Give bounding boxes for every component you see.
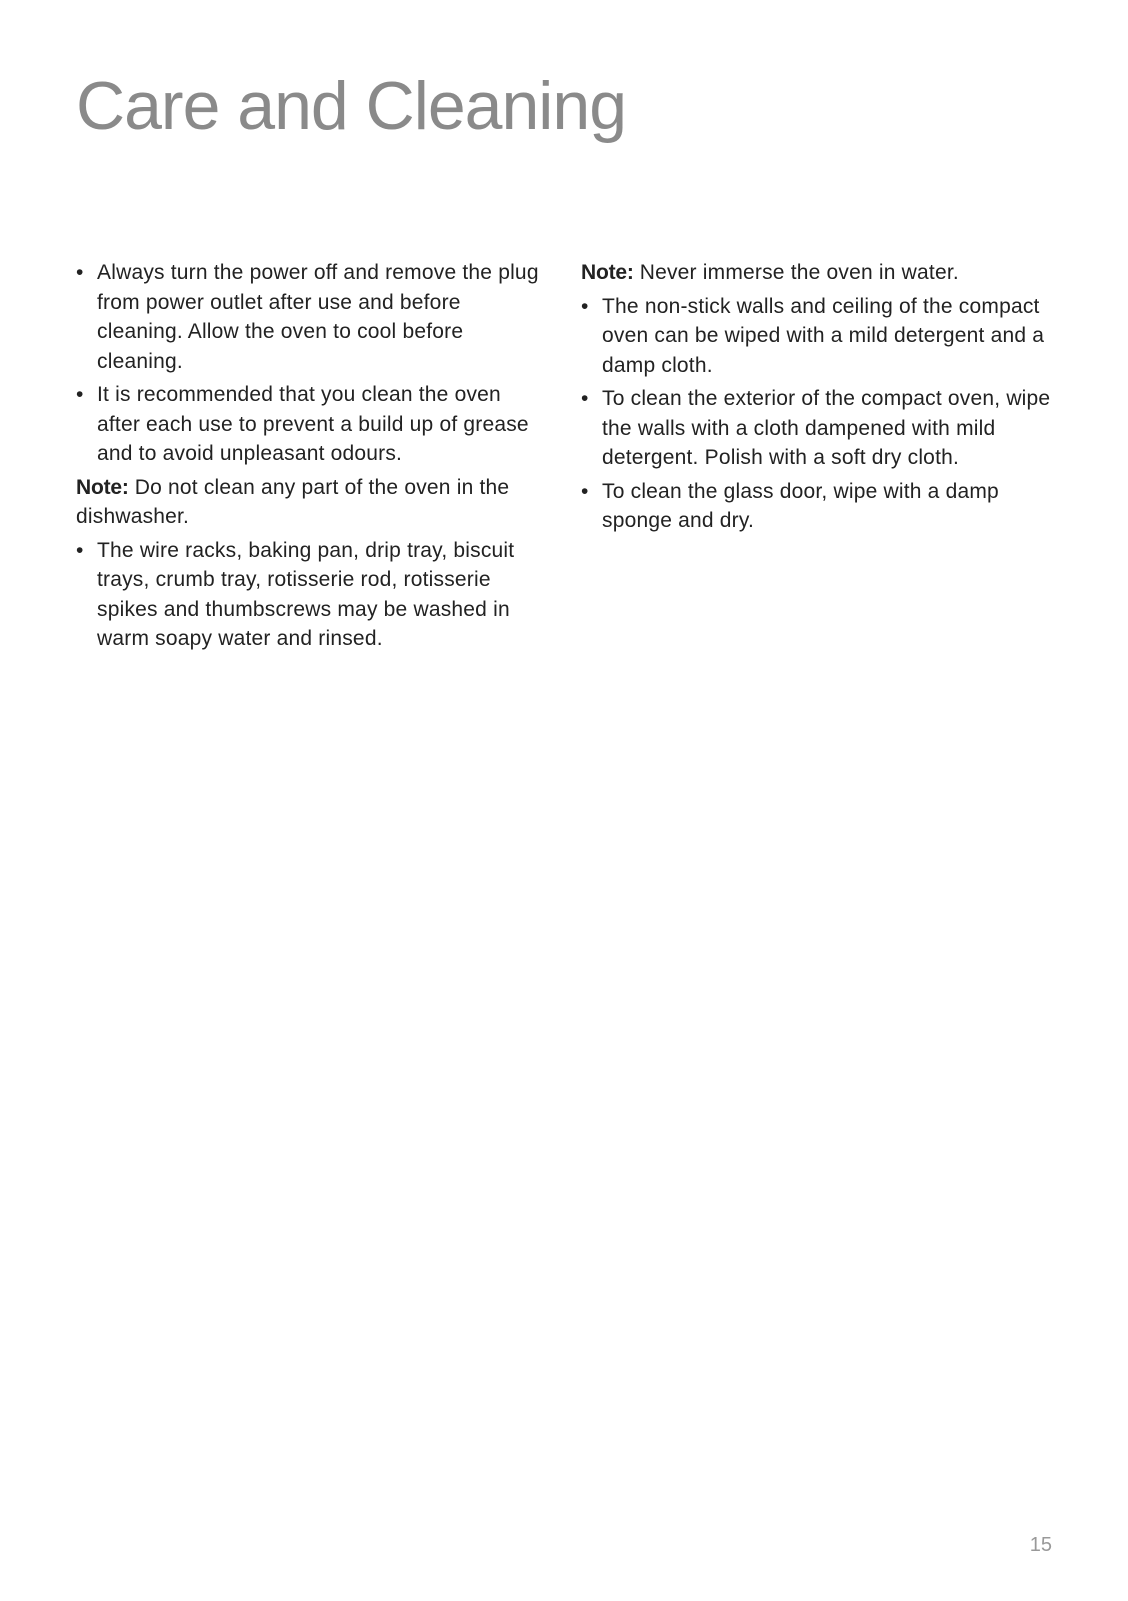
list-item-text: The wire racks, baking pan, drip tray, biscuit trays, crumb tray, rotisserie rod, rotisserie spikes and thumbscrews may be washed in warm soapy water and rinsed.: [97, 538, 515, 650]
list-item-text: The non-stick walls and ceiling of the compact oven can be wiped with a mild detergent and a damp cloth.: [602, 294, 1045, 377]
bullet-icon: •: [581, 479, 589, 503]
bullet-icon: •: [76, 538, 84, 562]
list-item-text: To clean the exterior of the compact oven, wipe the walls with a cloth dampened with mild detergent. Polish with a soft dry cloth.: [602, 387, 1051, 469]
note-text: Never immerse the oven in water.: [633, 261, 959, 284]
list-item-text: To clean the glass door, wipe with a damp sponge and dry.: [602, 479, 999, 532]
list-item: [581, 384, 1063, 473]
note-label: Note:: [76, 475, 129, 499]
list-item-text: Always turn the power off and remove the plug from power outlet after use and before cleaning. Allow the oven to cool before cleaning.: [97, 261, 539, 373]
list-item: [581, 477, 1063, 536]
note: [76, 473, 546, 532]
bullet-icon: •: [76, 383, 84, 406]
page-title: Care and Cleaning: [76, 68, 627, 144]
list-item-text: It is recommended that you clean the oven after each use to prevent a build up of grease and to avoid unpleasant odours.: [97, 383, 529, 465]
list-item: [76, 536, 546, 654]
bullet-icon: •: [581, 387, 589, 410]
bullet-icon: •: [76, 261, 84, 284]
bullet-icon: •: [581, 294, 589, 318]
page-number: 15: [1029, 1534, 1052, 1556]
right-column: [581, 258, 1063, 540]
list-item: [581, 292, 1063, 381]
list-item: [76, 380, 546, 469]
note: [581, 258, 1063, 288]
list-item: [76, 258, 546, 376]
note-label: Note:: [581, 261, 634, 284]
left-column: [76, 258, 546, 658]
note-text: Do not clean any part of the oven in the dishwasher.: [76, 475, 510, 528]
